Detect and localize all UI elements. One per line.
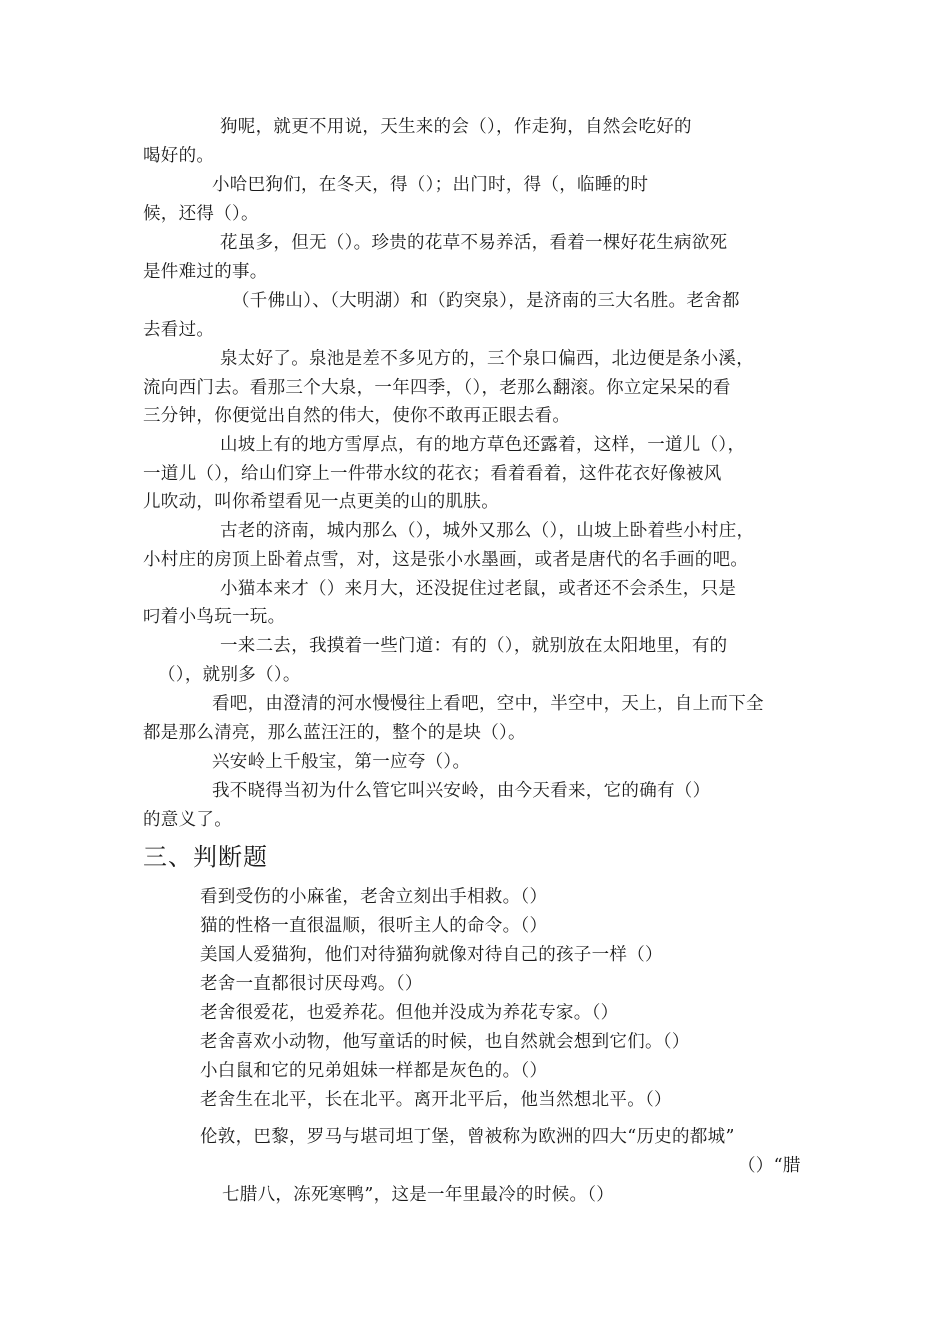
question-line: 老舍生在北平，长在北平。离开北平后，他当然想北平。（） — [200, 1090, 672, 1110]
text-line: 去看过。 — [143, 320, 215, 340]
text-line: 叼着小鸟玩一玩。 — [143, 607, 286, 627]
text-line: 三分钟，你便觉出自然的伟大，使你不敢再正眼去看。 — [143, 406, 571, 426]
text-line: 狗呢，就更不用说，天生来的会（），作走狗，自然会吃好的 — [220, 117, 692, 137]
text-line: 花虽多，但无（）。珍贵的花草不易养活，看着一棵好花生病欲死 — [220, 233, 728, 253]
text-line: 兴安岭上千般宝，第一应夸（）。 — [212, 752, 471, 772]
text-line: 候，还得（）。 — [143, 204, 259, 224]
text-line: 看吧，由澄清的河水慢慢往上看吧，空中，半空中，天上，自上而下全 — [212, 694, 764, 714]
text-line: 泉太好了。泉池是差不多见方的，三个泉口偏西，北边便是条小溪， — [220, 349, 754, 369]
text-line: 山坡上有的地方雪厚点，有的地方草色还露着，这样，一道儿（）， — [220, 435, 746, 455]
text-line: 小村庄的房顶上卧着点雪，对，这是张小水墨画，或者是唐代的名手画的吧。 — [143, 550, 749, 570]
text-line: 小猫本来才（）来月大，还没捉住过老鼠，或者还不会杀生，只是 — [220, 579, 737, 599]
question-line: 老舍喜欢小动物，他写童话的时候，也自然就会想到它们。（） — [200, 1032, 690, 1052]
text-line: 喝好的。 — [143, 146, 215, 166]
text-line: 流向西门去。看那三个大泉，一年四季，（），老那么翻滚。你立定呆呆的看 — [143, 378, 731, 398]
text-line: 小哈巴狗们，在冬天，得（）；出门时，得（，临睡的时 — [212, 175, 649, 195]
question-line: 猫的性格一直很温顺，很听主人的命令。（） — [200, 916, 548, 936]
text-line: 我不晓得当初为什么管它叫兴安岭，由今天看来，它的确有（） — [212, 781, 711, 801]
text-line: 一道儿（），给山们穿上一件带水纹的花衣；看着看着，这件花衣好像被风 — [143, 464, 722, 484]
text-line: 古老的济南，城内那么（），城外又那么（），山坡上卧着些小村庄， — [220, 521, 755, 541]
question-line: 小白鼠和它的兄弟姐妹一样都是灰色的。（） — [200, 1061, 548, 1081]
text-line: 是件难过的事。 — [143, 262, 268, 282]
text-line: 的意义了。 — [143, 810, 232, 830]
question-line: 伦敦，巴黎，罗马与堪司坦丁堡，曾被称为欧洲的四大“历史的都城” — [200, 1127, 735, 1147]
text-line: （），就别多（）。 — [158, 665, 301, 685]
text-line: 都是那么清亮，那么蓝汪汪的，整个的是块（）。 — [143, 723, 526, 743]
text-line: 儿吹动，叫你希望看见一点更美的山的肌肤。 — [143, 492, 499, 512]
question-line: 老舍很爱花，也爱养花。但他并没成为养花专家。（） — [200, 1003, 619, 1023]
question-line: 老舍一直都很讨厌母鸡。（） — [200, 974, 423, 994]
question-line: （）“腊 — [738, 1156, 801, 1176]
text-line: （千佛山）、（大明湖）和（趵突泉），是济南的三大名胜。老舍都 — [232, 291, 740, 311]
question-line: 七腊八，冻死寒鸭”，这是一年里最冷的时候。（） — [222, 1185, 615, 1205]
question-line: 看到受伤的小麻雀，老舍立刻出手相救。（） — [200, 887, 548, 907]
section-title: 三、判断题 — [143, 843, 268, 871]
text-line: 一来二去，我摸着一些门道：有的（），就别放在太阳地里，有的 — [220, 636, 728, 656]
question-line: 美国人爱猫狗，他们对待猫狗就像对待自己的孩子一样（） — [200, 945, 663, 965]
